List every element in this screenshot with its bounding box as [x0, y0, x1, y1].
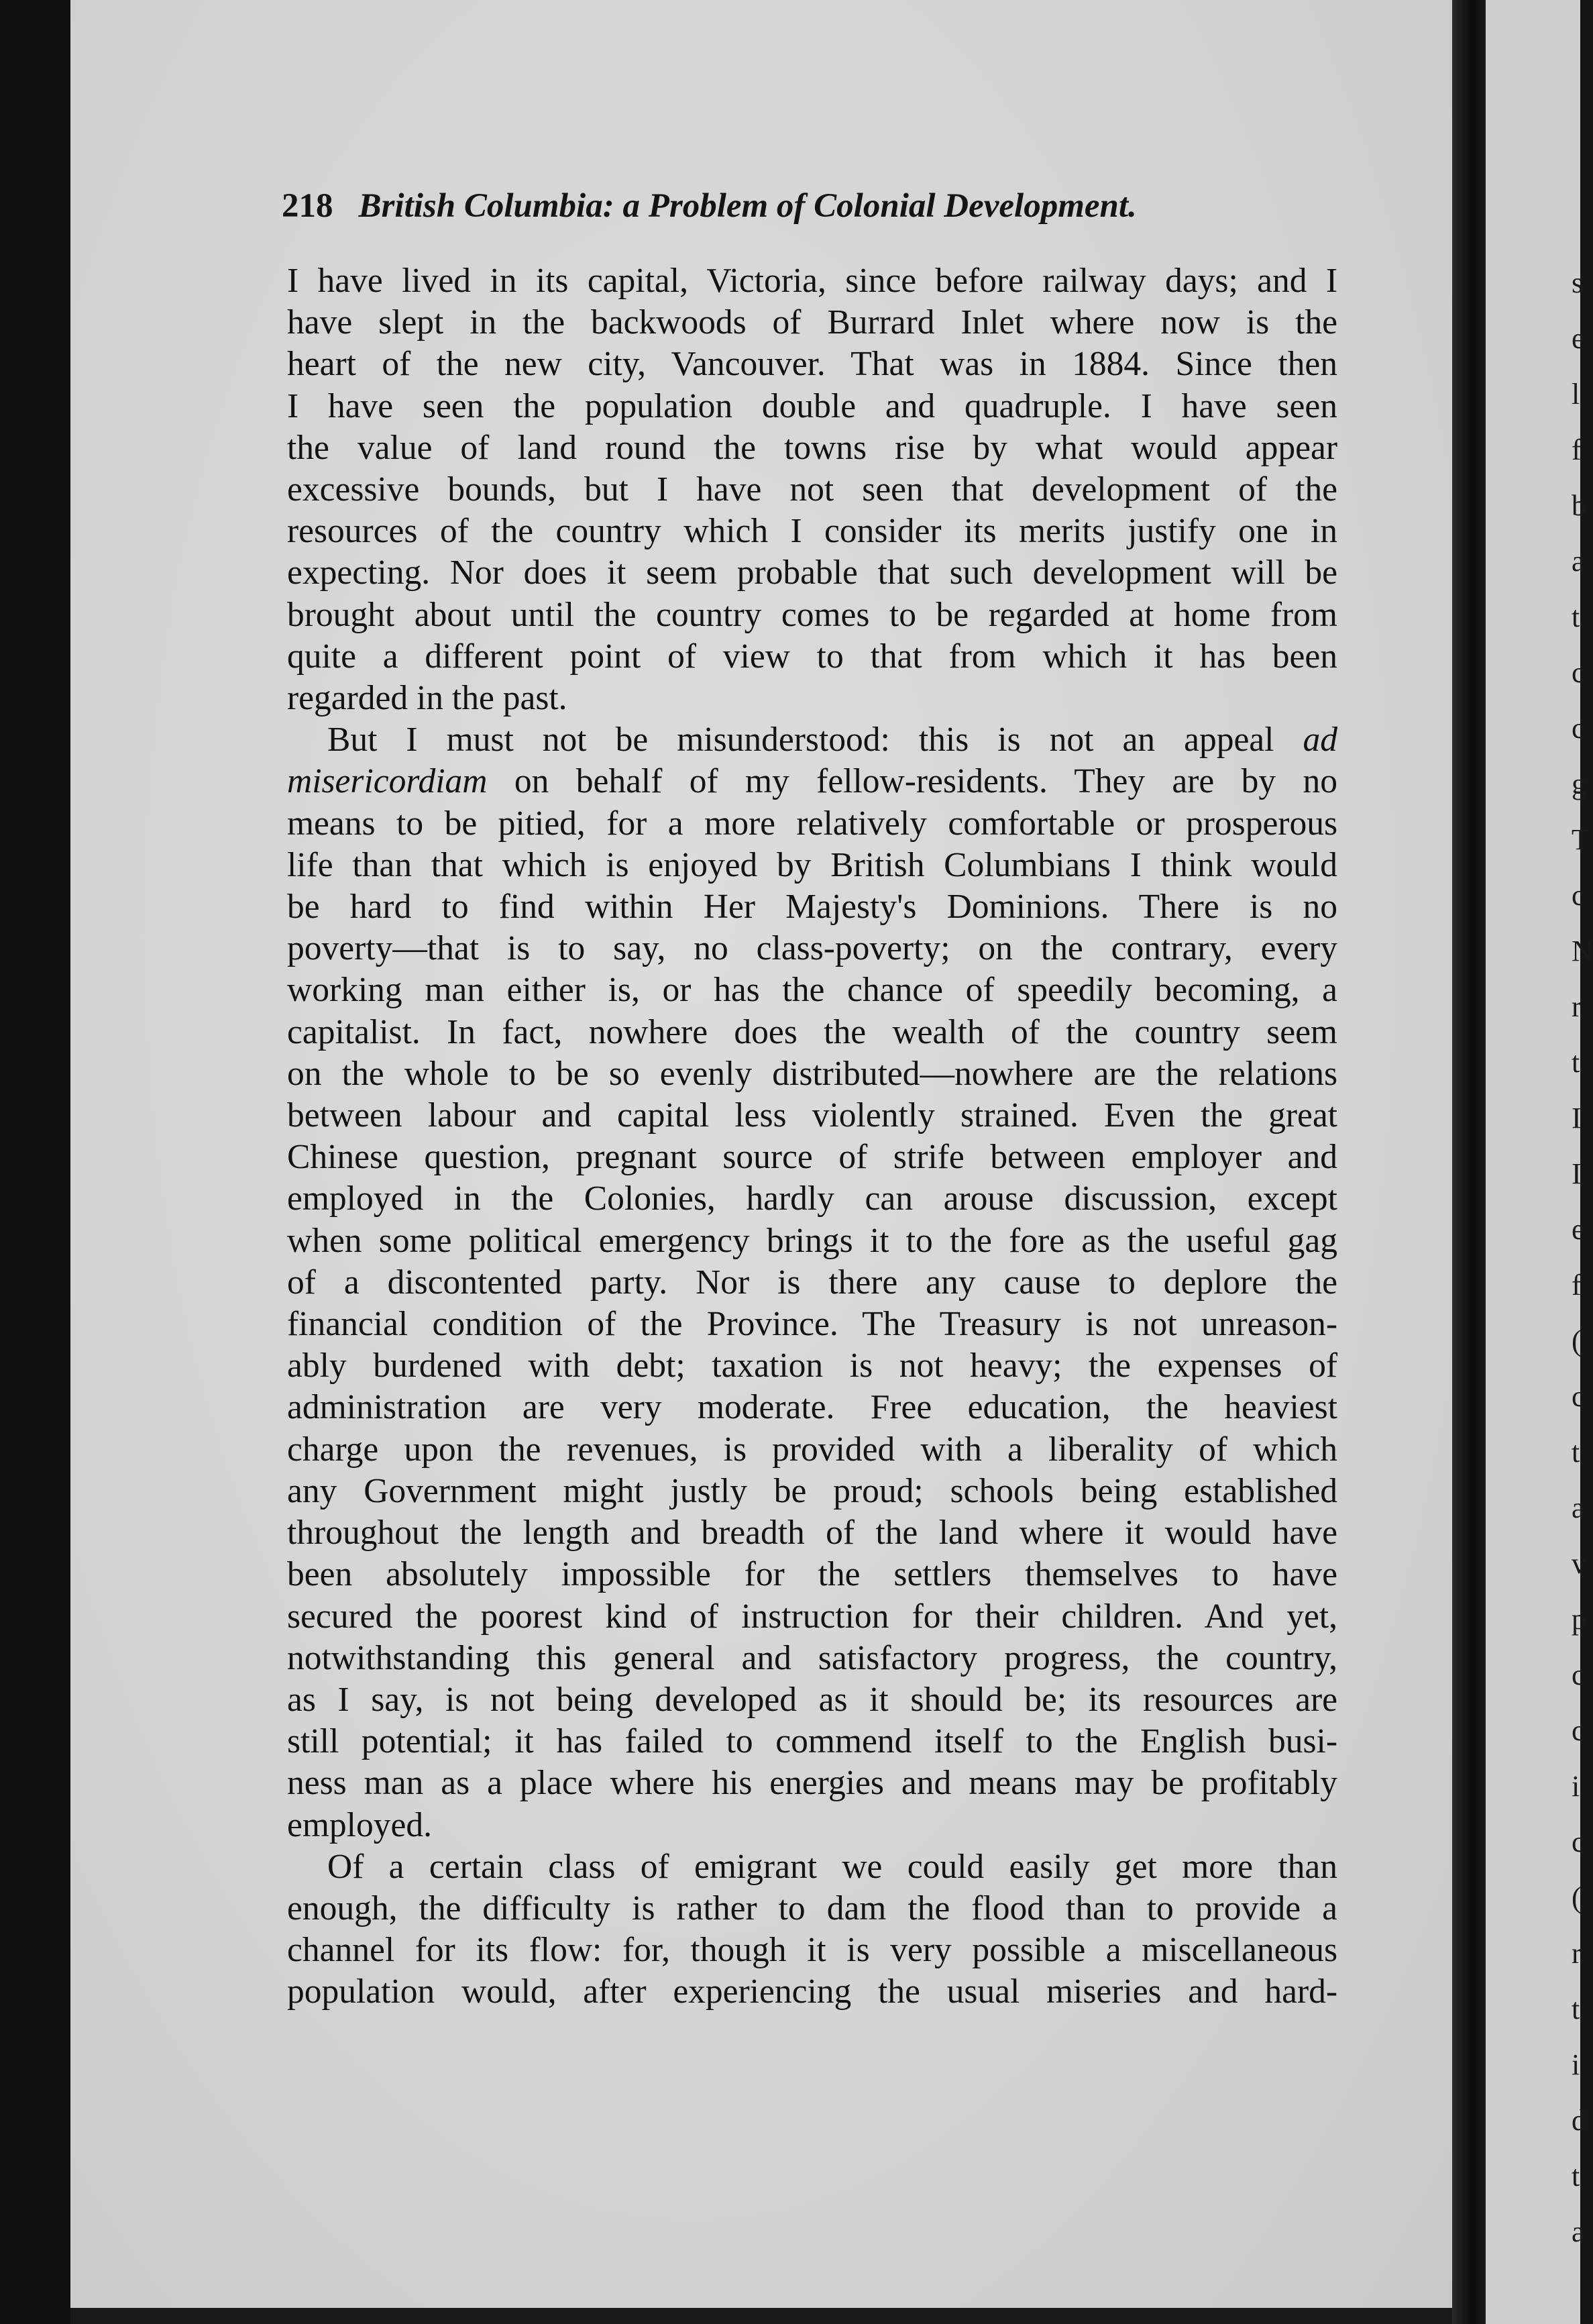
facing-page-fragment: b	[1572, 489, 1586, 522]
text-line: brought about until the country comes to be regarded at home from	[287, 595, 1337, 634]
text-line: employed.	[287, 1805, 432, 1844]
text-line: population would, after experiencing the usual miseries and hard-	[287, 1972, 1337, 2011]
text-line: employed in the Colonies, hardly can arouse discussion, except	[287, 1179, 1337, 1218]
facing-page-fragment: d	[1572, 2104, 1586, 2137]
text-line: expecting. Nor does it seem probable that such development will be	[287, 553, 1337, 592]
facing-page-fragment: f	[1572, 433, 1582, 466]
facing-page-fragment: t	[1572, 1993, 1580, 2025]
facing-page-fragment: (	[1572, 1324, 1582, 1357]
text-line: any Government might justly be proud; schools being established	[287, 1471, 1337, 1510]
facing-page-fragment: T	[1572, 823, 1590, 856]
text-line: working man either is, or has the chance of speedily becoming, a	[287, 971, 1337, 1010]
text-line: channel for its flow: for, though it is very possible a miscellaneous	[287, 1931, 1337, 1970]
facing-page-fragment: a	[1572, 545, 1585, 578]
paragraph-2	[287, 719, 1337, 1846]
facing-page-fragment: t	[1572, 1436, 1580, 1469]
text-line: excessive bounds, but I have not seen that development of the	[287, 470, 1337, 509]
facing-page-fragment: I	[1572, 1157, 1582, 1190]
facing-page-fragment: c	[1572, 712, 1585, 745]
text-line: on the whole to be so evenly distributed—nowhere are the relations	[287, 1054, 1337, 1093]
text-line: I have lived in its capital, Victoria, since before railway days; and I	[287, 262, 1337, 300]
text-line: ness man as a place where his energies and means may be profitably	[287, 1764, 1337, 1803]
facing-page-fragment: r	[1572, 1937, 1582, 1970]
text-line: Chinese question, pregnant source of strife between employer and	[287, 1138, 1337, 1177]
facing-page-fragment: e	[1572, 1213, 1585, 1246]
text-line: been absolutely impossible for the settlers themselves to have	[287, 1555, 1337, 1594]
text-line: secured the poorest kind of instruction for their children. And yet,	[287, 1597, 1337, 1636]
text-fragment: But I must not be misunderstood: this is not an appeal	[327, 721, 1274, 759]
paragraph-3	[287, 1846, 1337, 2013]
text-line: notwithstanding this general and satisfactory progress, the country,	[287, 1638, 1337, 1677]
facing-page-fragment: (	[1572, 1881, 1582, 1914]
body-text	[287, 260, 1337, 2013]
facing-page-edge	[1486, 0, 1593, 2324]
text-line: quite a different point of view to that from which it has been	[287, 637, 1337, 676]
facing-page-fragment: r	[1572, 990, 1582, 1023]
running-head: British Columbia: a Problem of Colonial Development.	[358, 187, 1137, 225]
facing-page-fragment: v	[1572, 1547, 1586, 1580]
text-fragment: on behalf of my fellow-residents. They are by no	[514, 762, 1337, 801]
facing-page-fragment: t	[1572, 2160, 1580, 2193]
facing-page-fragment: s	[1572, 266, 1584, 299]
facing-page-fragment: p	[1572, 1603, 1586, 1636]
text-line: between labour and capital less violently strained. Even the great	[287, 1096, 1337, 1135]
text-line: regarded in the past.	[287, 679, 567, 718]
facing-page-fragment: c	[1572, 879, 1585, 912]
book-gutter	[1452, 0, 1486, 2324]
page-bottom-shadow	[70, 2308, 1452, 2324]
text-line: charge upon the revenues, is provided with a liberality of which	[287, 1430, 1337, 1469]
facing-page-fragment: g	[1572, 768, 1586, 800]
facing-page-fragment: e	[1572, 322, 1585, 355]
facing-page-fragment: f	[1572, 1269, 1582, 1302]
text-line	[287, 761, 1337, 802]
italic-text: ad	[1303, 721, 1337, 759]
facing-page-fragment: c	[1572, 1658, 1585, 1691]
facing-page-fragment: i	[1572, 2048, 1580, 2081]
text-line: throughout the length and breadth of the land where it would have	[287, 1514, 1337, 1552]
facing-page-fragment: a	[1572, 2215, 1585, 2248]
text-line: ably burdened with debt; taxation is not heavy; the expenses of	[287, 1346, 1337, 1385]
paragraph-1	[287, 260, 1337, 719]
text-line: administration are very moderate. Free education, the heaviest	[287, 1388, 1337, 1427]
scan-left-margin	[0, 0, 70, 2324]
facing-page-fragment: l	[1572, 378, 1580, 411]
facing-page-fragment: I	[1572, 1102, 1582, 1134]
text-line: of a discontented party. Nor is there any cause to deplore the	[287, 1263, 1337, 1302]
text-line	[287, 719, 1337, 761]
text-line: poverty—that is to say, no class-poverty; on the contrary, every	[287, 929, 1337, 968]
text-line: Of a certain class of emigrant we could easily get more than	[327, 1847, 1337, 1886]
text-line: when some political emergency brings it to the fore as the useful gag	[287, 1221, 1337, 1260]
text-line: financial condition of the Province. The Treasury is not unreason-	[287, 1305, 1337, 1344]
text-line: have slept in the backwoods of Burrard Inlet where now is the	[287, 303, 1337, 342]
text-line: capitalist. In fact, nowhere does the wealth of the country seem	[287, 1012, 1337, 1051]
page-number: 218	[282, 187, 333, 225]
text-line: enough, the difficulty is rather to dam the flood than to provide a	[287, 1889, 1337, 1927]
facing-page-fragment: a	[1572, 1491, 1585, 1524]
facing-page-fragment: c	[1572, 656, 1585, 689]
facing-page-fragment: c	[1572, 1380, 1585, 1413]
text-line: resources of the country which I consider its merits justify one in	[287, 512, 1337, 551]
facing-page-fragment: c	[1572, 1826, 1585, 1858]
facing-page-fragment: i	[1572, 1770, 1580, 1803]
italic-text: misericordiam	[287, 762, 488, 801]
text-line: the value of land round the towns rise by what would appear	[287, 428, 1337, 467]
facing-page-fragment: N	[1572, 935, 1593, 967]
text-line: life than that which is enjoyed by British Columbians I think would	[287, 845, 1337, 884]
text-line: heart of the new city, Vancouver. That was in 1884. Since then	[287, 345, 1337, 384]
text-line: as I say, is not being developed as it should be; its resources are	[287, 1680, 1337, 1719]
text-line: be hard to find within Her Majesty's Dominions. There is no	[287, 888, 1337, 927]
facing-page-fragment: t	[1572, 600, 1580, 633]
text-line: means to be pitied, for a more relatively comfortable or prosperous	[287, 804, 1337, 843]
text-line: I have seen the population double and quadruple. I have seen	[287, 386, 1337, 425]
text-line: still potential; it has failed to commend itself to the English busi-	[287, 1722, 1337, 1761]
facing-page-fragment: t	[1572, 1046, 1580, 1079]
facing-page-fragment: c	[1572, 1714, 1585, 1747]
page-header	[282, 187, 1328, 225]
